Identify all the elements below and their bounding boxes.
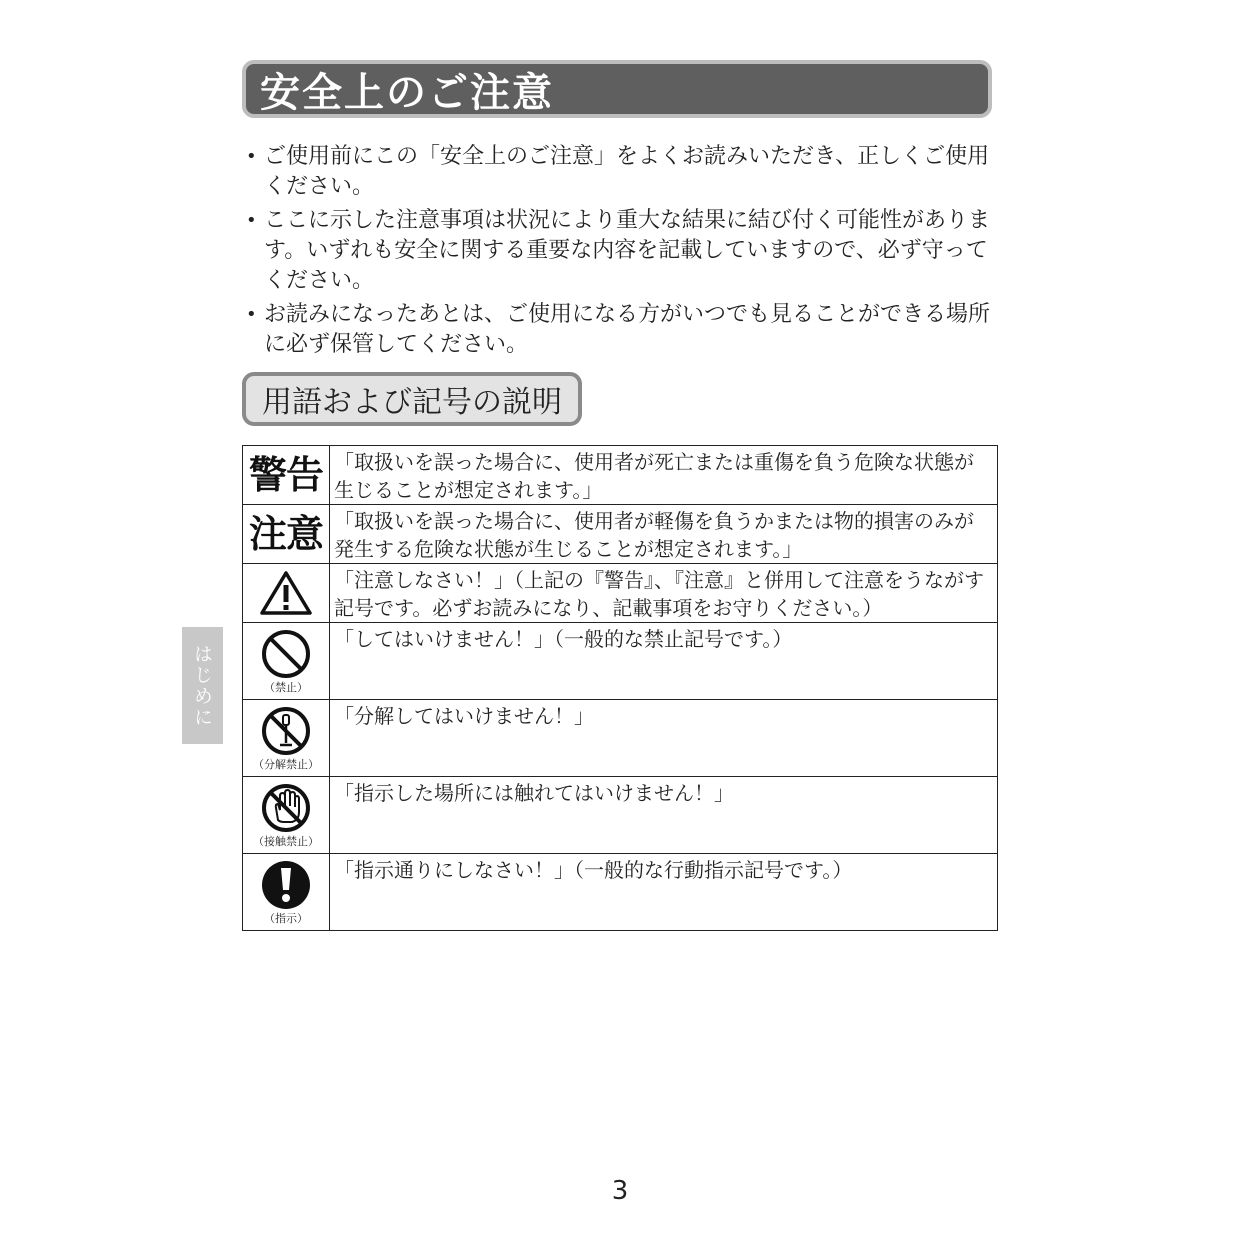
section-side-tab — [182, 627, 223, 744]
symbol-cell — [243, 854, 330, 931]
no-disassembly-icon — [260, 705, 312, 757]
prohibition-icon — [260, 628, 312, 680]
symbol-description: 「注意しなさい！」（上記の『警告』、『注意』と併用して注意をうながす記号です。必ずお読みになり、記載事項をお守りください。） — [330, 564, 998, 623]
symbol-caption: （禁止） — [264, 681, 308, 694]
symbol-description: 「取扱いを誤った場合に、使用者が死亡または重傷を負う危険な状態が生じることが想定されます。」 — [330, 446, 998, 505]
instruction-exclamation-icon — [260, 859, 312, 911]
warning-label: 警告 — [248, 453, 323, 497]
symbol-caption: （接触禁止） — [253, 835, 319, 848]
symbol-description: 「指示した場所には触れてはいけません！」 — [330, 777, 998, 854]
table-row — [243, 564, 998, 623]
symbol-cell — [243, 777, 330, 854]
table-row — [243, 623, 998, 700]
symbol-cell — [243, 564, 330, 623]
symbol-description: 「指示通りにしなさい！」（一般的な行動指示記号です。） — [330, 854, 998, 931]
page-title-bar — [242, 60, 992, 118]
table-row — [243, 854, 998, 931]
section-heading: 用語および記号の説明 — [262, 385, 562, 420]
page-number: 3 — [611, 1176, 629, 1206]
table-row — [243, 700, 998, 777]
symbol-description: 「取扱いを誤った場合に、使用者が軽傷を負うかまたは物的損害のみが発生する危険な状態が生じることが想定されます。」 — [330, 505, 998, 564]
table-row — [243, 505, 998, 564]
intro-bullet: • お読みになったあとは、ご使用になる方がいつでも見ることができる場所に必ず保管してください。 — [246, 300, 998, 360]
no-touch-icon — [260, 782, 312, 834]
symbol-cell — [243, 623, 330, 700]
intro-bullet: • ここに示した注意事項は状況により重大な結果に結び付く可能性があります。いずれも安全に関する重要な内容を記載していますので、必ず守ってください。 — [246, 206, 998, 296]
intro-bullet-list — [246, 142, 998, 364]
caution-label: 注意 — [248, 512, 323, 556]
symbol-cell — [243, 700, 330, 777]
symbol-caption: （分解禁止） — [253, 758, 319, 771]
symbol-description: 「してはいけません！」（一般的な禁止記号です。） — [330, 623, 998, 700]
side-tab-label: はじめに — [191, 643, 213, 728]
section-heading-box — [242, 372, 582, 426]
symbol-description: 「分解してはいけません！」 — [330, 700, 998, 777]
warning-triangle-icon — [260, 570, 312, 616]
symbol-cell — [243, 446, 330, 505]
intro-bullet: • ご使用前にこの「安全上のご注意」をよくお読みいただき、正しくご使用ください。 — [246, 142, 998, 202]
table-row — [243, 446, 998, 505]
symbol-cell — [243, 505, 330, 564]
table-row — [243, 777, 998, 854]
symbol-explanation-table — [242, 445, 998, 931]
symbol-caption: （指示） — [264, 912, 308, 925]
page-title: 安全上のご注意 — [260, 69, 554, 116]
